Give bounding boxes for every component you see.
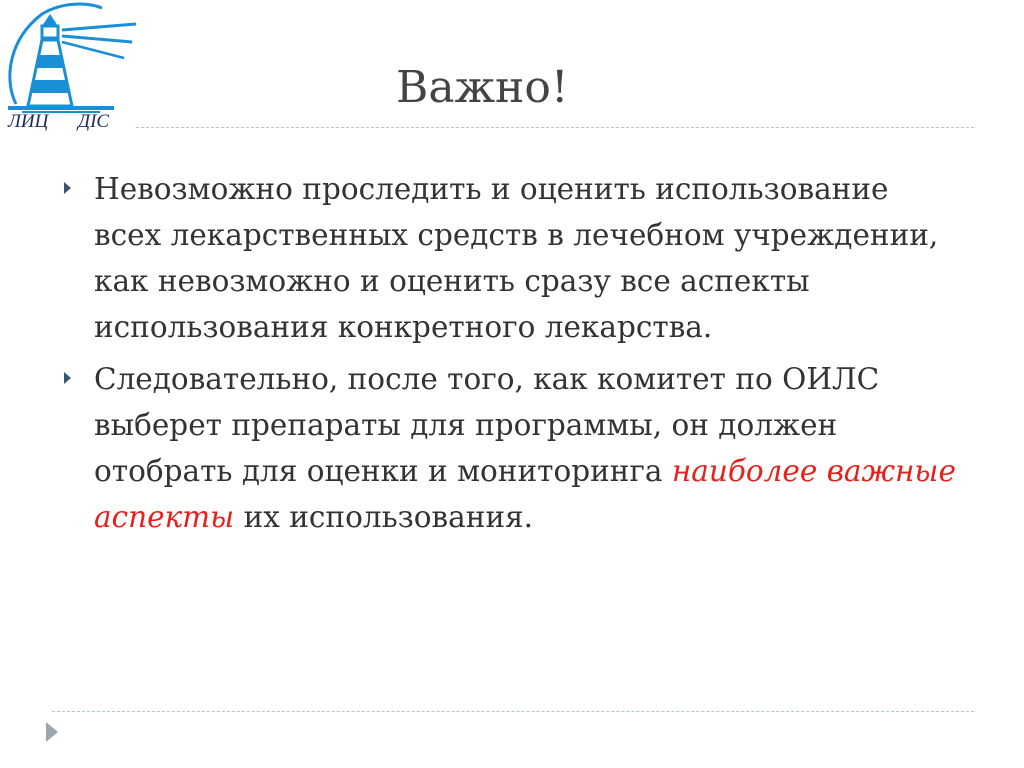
bullet-text-before: Следовательно, после того, как комитет по ОИЛС выберет препараты для программы, он должен отобрать для оценки и мониторинга	[94, 362, 880, 488]
bullet-item	[60, 166, 960, 350]
next-slide-icon[interactable]	[46, 722, 58, 742]
logo-text-left: ЛИЦ	[8, 111, 49, 132]
highlighted-phrase: наиболее важные аспекты	[94, 454, 956, 534]
slide-content	[60, 166, 960, 546]
slide-title: Важно!	[396, 62, 569, 113]
lighthouse-logo	[2, 0, 142, 140]
triangle-right-icon	[64, 182, 71, 194]
title-divider	[136, 127, 974, 128]
logo-text-right: ДІС	[78, 111, 110, 132]
footer-divider	[52, 711, 974, 712]
bullet-item	[60, 356, 960, 540]
bullet-text-after: их использования.	[234, 500, 534, 534]
bullet-text: Невозможно проследить и оценить использование всех лекарственных средств в лечебном учреждении, как невозможно и оценить сразу все аспекты использования конкретного лекарства.	[94, 172, 939, 344]
triangle-right-icon	[64, 372, 71, 384]
